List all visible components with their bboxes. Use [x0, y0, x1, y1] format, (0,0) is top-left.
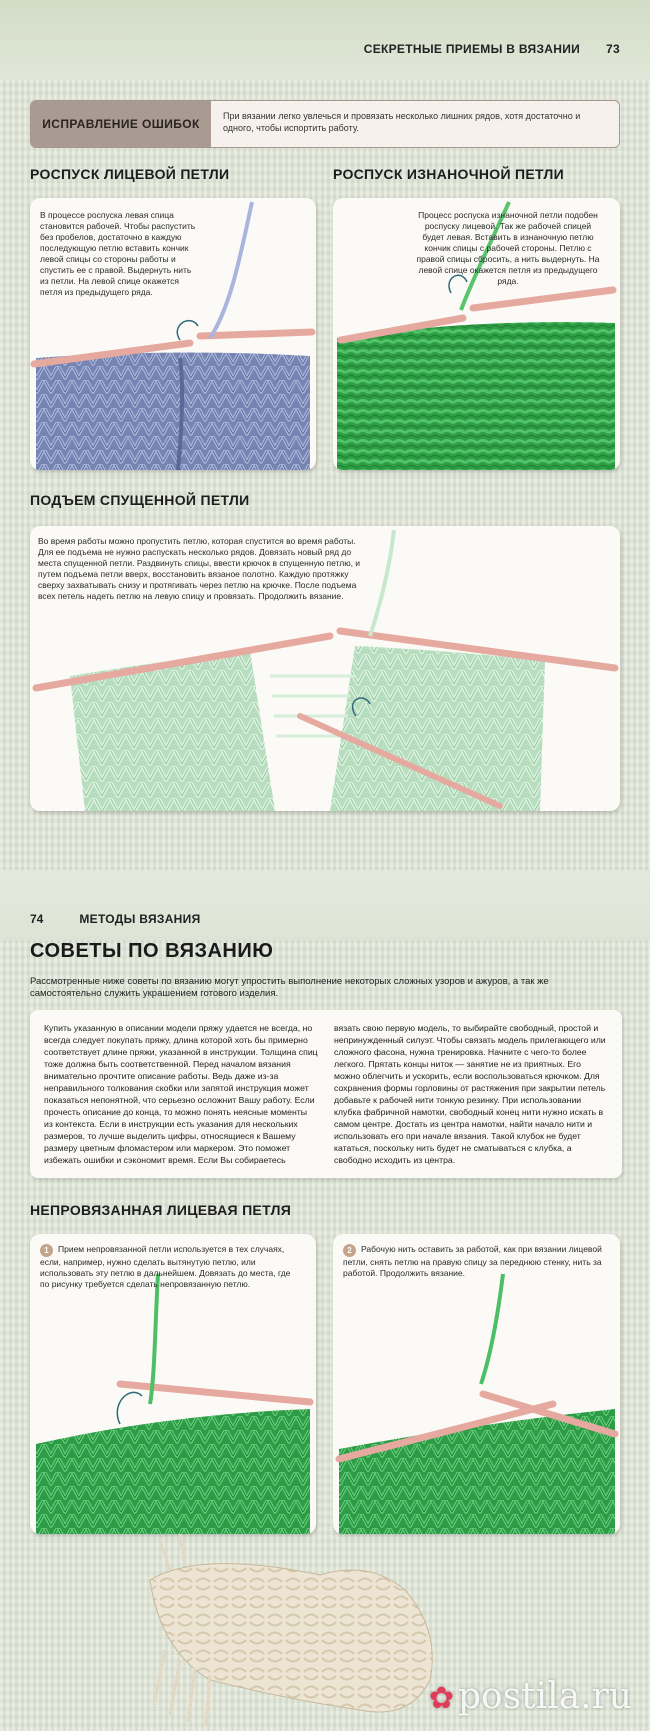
section-bar [30, 100, 620, 148]
page-intro: Рассмотренные ниже советы по вязанию могут упростить выполнение некоторых сложных узоров и ажуров, а так же самостоятельно служить украшением готового изделия. [30, 976, 549, 999]
tips-column-2: вязать свою первую модель, то выбирайте свободный, простой и непринужденный силуэт. Чтобы связать модель прилегающего или сложного фасона, нужна тренировка. Начните с чего-то более легкого. Прятать концы ниток — занятие не из приятных. Его можно облегчить и ускорить, если воспользоваться крючком. Для сохранения формы горловины от растяжения при закрытии петель добавьте к рабочей нити тонкую резинку. При использовании клубка фабричной намотки, свободный конец нити нужно искать в самом центре. Достать из центра намотки, найти начало нити и использовать его при начале вязания. Такой клубок не будет кататься, поскольку нить будет не сматываться с клубка, а свободно исходить из центра. [334, 1023, 606, 1165]
slipped-step-1-text [40, 1244, 302, 1290]
postila-watermark [429, 1676, 632, 1717]
top-knit-band [0, 0, 650, 80]
tips-box [30, 1010, 622, 1178]
knit-unravel-text: В процессе роспуска левая спица становится рабочей. Чтобы распустить без пробелов, достаточно в каждую последующую петлю вставить кончик левой спицы со стороны работы и спустить ее с правой. Выдернуть нить из петли. На левой спице окажется петля из предыдущего ряда. [40, 210, 196, 297]
purl-unravel-panel [333, 198, 620, 470]
page-title: СОВЕТЫ ПО ВЯЗАНИЮ [30, 940, 274, 962]
page-74 [0, 870, 650, 1731]
dropped-stitch-text: Во время работы можно пропустить петлю, которая спустится во время работы. Для ее подъема не нужно распускать несколько рядов. Довязать новый ряд до места спущенной петли. Раздвинуть спицы, ввести крючок в спущенную петлю, и путем подъема петли вверх, восстановить вязаное полотно. Каждую протяжку сверху захватывать снизу и протягивать через петлю на крючке. После подъема всех петель надеть петлю на левую спицу и провязать. Продолжить вязание. [38, 536, 361, 601]
step-2-badge: 2 [343, 1244, 356, 1257]
running-header-title: СЕКРЕТНЫЕ ПРИЕМЫ В ВЯЗАНИИ [363, 42, 581, 56]
tips-column-1: Купить указанную в описании модели пряжу удается не всегда, но всегда следует покупать пряжу, длина которой хоть бы примерно соответствует длине пряжи, указанной в инструкции. Толщина спиц тоже должна быть соответственной. Перед началом вязания внимательно прочтите описание работы. Ведь даже из-за неправильного толкования скобки или запятой инструкция может показаться непонятной, что серьезно осложнит Вашу работу. Если прочесть описание до конца, то можно понять неясные моменты из контекста. Если в инструкции есть указания для нескольких размеров, то лучше выделить цифры, относящиеся к Вашему размеру цветным фломастером или маркером. Это поможет избежать ошибки и сэкономит время. Если Вы собираетесь [44, 1023, 318, 1165]
flower-icon: ✿ [428, 1681, 454, 1716]
knit-unravel-panel [30, 198, 316, 470]
page-number-2: 74 [30, 912, 44, 926]
purl-unravel-title: РОСПУСК ИЗНАНОЧНОЙ ПЕТЛИ [333, 166, 565, 182]
step-2-text: Рабочую нить оставить за работой, как при вязании лицевой петли, снять петлю на правую спицу за переднюю стенку, нить за работой. Продолжить вязание. [343, 1244, 602, 1278]
purl-unravel-text: Процесс роспуска изнаночной петли подобен роспуску лицевой. Так же рабочей спицей будет левая. Вставить в изнаночную петлю кончик спицы с рабочей стороны. Петлю с правой спицы сбросить, а нить выдернуть. На левой спице окажется петля из предыдущего ряда. [416, 210, 600, 286]
dropped-stitch-title: ПОДЪЕМ СПУЩЕННОЙ ПЕТЛИ [30, 492, 250, 508]
running-header [364, 42, 620, 56]
slipped-stitch-title: НЕПРОВЯЗАННАЯ ЛИЦЕВАЯ ПЕТЛЯ [30, 1202, 292, 1218]
watermark-text: postila.ru [458, 1676, 632, 1717]
section-label: ИСПРАВЛЕНИЕ ОШИБОК [31, 101, 211, 147]
knit-unravel-title: РОСПУСК ЛИЦЕВОЙ ПЕТЛИ [30, 166, 230, 182]
running-header-section: МЕТОДЫ ВЯЗАНИЯ [79, 912, 201, 926]
step-1-text: Прием непровязанной петли используется в тех случаях, если, например, нужно сделать вытянутую петлю, или использовать эту петлю в дальнейшем. Довязать до места, где по рисунку требуется сделать непровязанную петлю. [40, 1244, 291, 1289]
dropped-stitch-panel [30, 526, 620, 811]
top-knit-band-2 [0, 870, 650, 940]
running-header-2 [30, 912, 201, 926]
slipped-step-1-panel [30, 1234, 316, 1534]
slipped-step-2-illustration [333, 1234, 620, 1534]
page-number: 73 [606, 42, 620, 56]
slipped-step-2-panel [333, 1234, 620, 1534]
section-intro: При вязании легко увлечься и провязать несколько лишних рядов, хотя достаточно и одного, чтобы испортить работу. [211, 101, 619, 147]
step-1-badge: 1 [40, 1244, 53, 1257]
slipped-step-2-text [343, 1244, 605, 1279]
